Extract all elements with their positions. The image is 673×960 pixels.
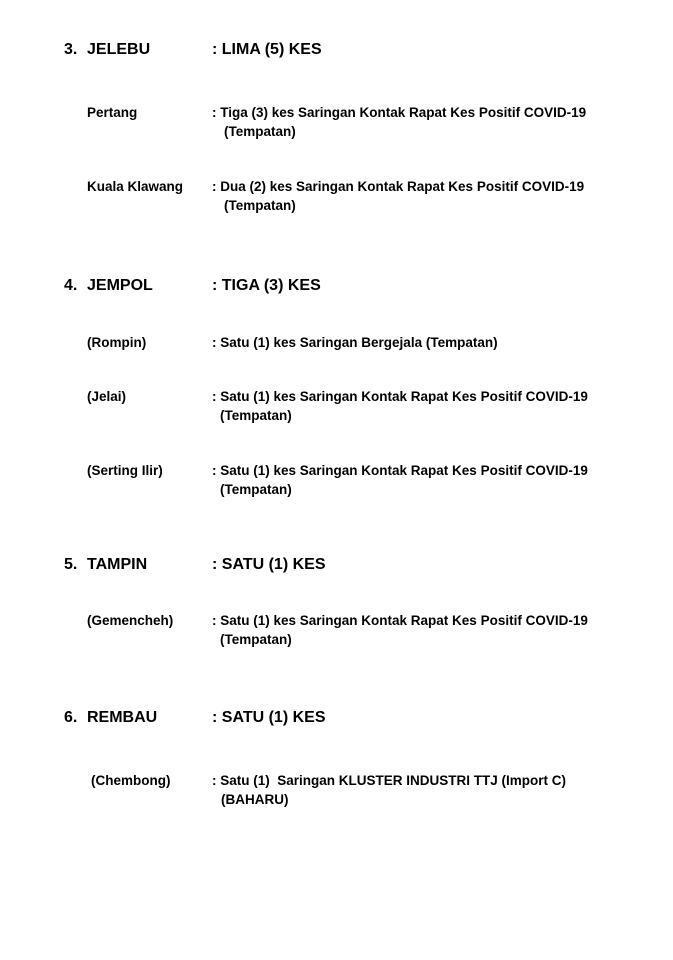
case-description-line1: : Tiga (3) kes Saringan Kontak Rapat Kes Positif COVID-19: [212, 105, 587, 120]
location-label: Pertang: [87, 105, 138, 120]
case-description-line1: : Satu (1) kes Saringan Kontak Rapat Kes Positif COVID-19: [212, 463, 588, 478]
case-description: [212, 461, 588, 499]
case-description: [212, 103, 586, 141]
case-description-line1: : Satu (1) kes Saringan Bergejala (Tempatan): [212, 335, 498, 350]
section-number: 5.: [64, 556, 78, 573]
district-name: REMBAU: [87, 709, 158, 726]
case-description-line2: (Tempatan): [224, 124, 296, 139]
section-number: 3.: [64, 41, 78, 58]
location-label: (Rompin): [87, 335, 147, 350]
section-number: 4.: [64, 277, 78, 294]
location-label: Kuala Klawang: [87, 179, 184, 194]
section-number: 6.: [64, 709, 78, 726]
case-description-line1: : Satu (1) Saringan KLUSTER INDUSTRI TTJ (Import C): [212, 773, 567, 788]
location-label: (Chembong): [91, 773, 171, 788]
case-description-line1: : Dua (2) kes Saringan Kontak Rapat Kes Positif COVID-19: [212, 179, 585, 194]
case-description: [212, 333, 498, 352]
case-description-line1: : Satu (1) kes Saringan Kontak Rapat Kes Positif COVID-19: [212, 613, 588, 628]
case-description: [212, 611, 588, 649]
case-description: [212, 387, 588, 425]
location-label: (Serting Ilir): [87, 463, 163, 478]
location-label: (Jelai): [87, 389, 127, 404]
district-name: JELEBU: [87, 41, 151, 58]
case-description-line2: (Tempatan): [220, 482, 292, 497]
case-count: : SATU (1) KES: [212, 556, 326, 573]
case-description-line1: : Satu (1) kes Saringan Kontak Rapat Kes Positif COVID-19: [212, 389, 588, 404]
case-count: : SATU (1) KES: [212, 709, 326, 726]
case-description-line2: (BAHARU): [221, 792, 289, 807]
case-count: : LIMA (5) KES: [212, 41, 322, 58]
case-description-line2: (Tempatan): [220, 632, 292, 647]
case-count: : TIGA (3) KES: [212, 277, 321, 294]
district-name: JEMPOL: [87, 277, 153, 294]
district-name: TAMPIN: [87, 556, 148, 573]
case-description: [212, 177, 584, 215]
location-label: (Gemencheh): [87, 613, 174, 628]
case-description: [212, 771, 566, 809]
case-description-line2: (Tempatan): [224, 198, 296, 213]
case-description-line2: (Tempatan): [220, 408, 292, 423]
